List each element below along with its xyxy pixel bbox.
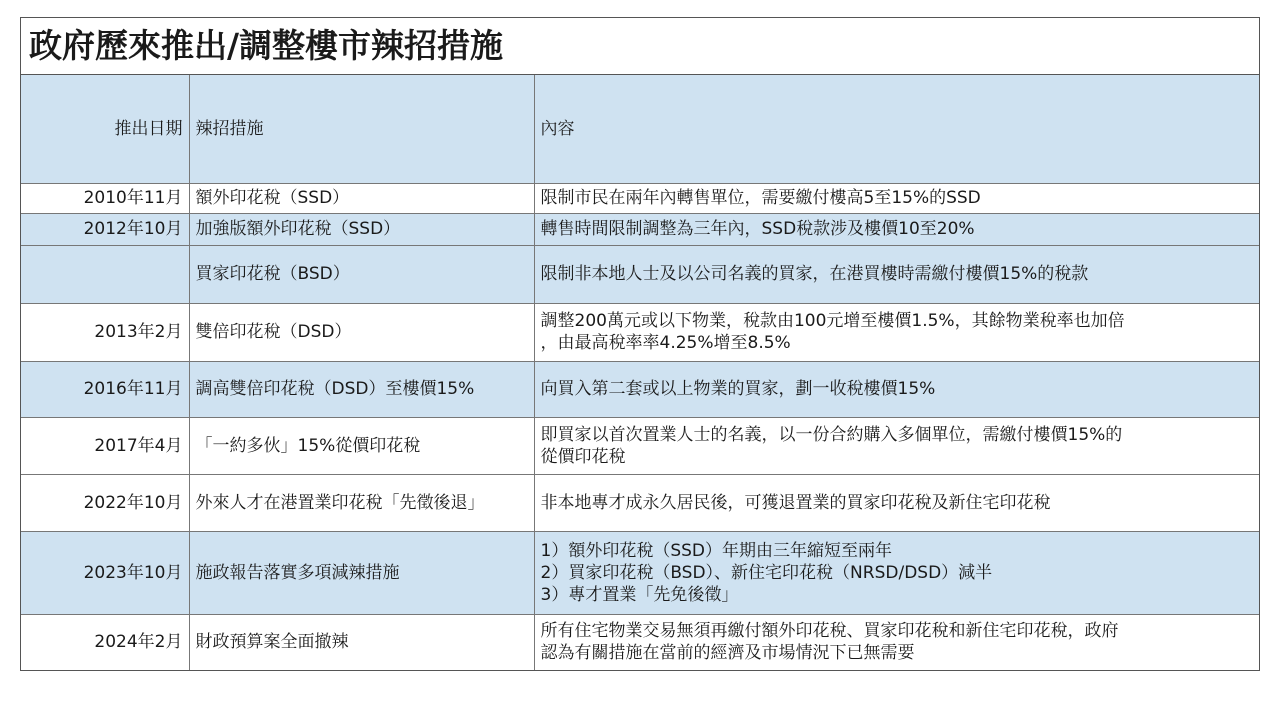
- row-measure: 財政預算案全面撤辣: [189, 614, 534, 670]
- content-line: 3）專才置業「先免後徵」: [540, 584, 739, 605]
- table-row: [21, 474, 1259, 531]
- content-line: 向買入第二套或以上物業的買家，劃一收稅樓價15%: [540, 379, 936, 399]
- row-content: [534, 614, 1259, 670]
- row-date: 2017年4月: [21, 417, 189, 474]
- row-content: [534, 417, 1259, 474]
- page-title: 政府歷來推出/調整樓市辣招措施: [21, 18, 1259, 75]
- table-row: [21, 213, 1259, 245]
- row-content: [534, 183, 1259, 213]
- header-content: 內容: [534, 75, 1259, 183]
- measures-table: [21, 75, 1259, 670]
- table-row: [21, 303, 1259, 361]
- row-date: 2022年10月: [21, 474, 189, 531]
- content-line: 認為有關措施在當前的經濟及市場情況下已無需要: [540, 643, 915, 664]
- row-content: [534, 213, 1259, 245]
- content-line: 從價印花稅: [540, 446, 626, 467]
- content-line: 2）買家印花稅（BSD）、新住宅印花稅（NRSD/DSD）減半: [540, 562, 993, 583]
- content-line: 轉售時間限制調整為三年內，SSD稅款涉及樓價10至20%: [540, 219, 975, 239]
- header-measure: 辣招措施: [189, 75, 534, 183]
- content-line: 所有住宅物業交易無須再繳付額外印花稅、買家印花稅和新住宅印花稅，政府: [540, 621, 1119, 642]
- row-date: 2010年11月: [21, 183, 189, 213]
- row-date: [21, 245, 189, 303]
- row-measure: 買家印花稅（BSD）: [189, 245, 534, 303]
- content-line: 調整200萬元或以下物業，稅款由100元增至樓價1.5%，其餘物業稅率也加倍: [540, 311, 1125, 331]
- content-line: 限制非本地人士及以公司名義的買家，在港買樓時需繳付樓價15%的稅款: [540, 264, 1089, 284]
- row-date: 2023年10月: [21, 531, 189, 614]
- row-measure: 外來人才在港置業印花稅「先徵後退」: [189, 474, 534, 531]
- content-line: 即買家以首次置業人士的名義，以一份合約購入多個單位，需繳付樓價15%的: [540, 424, 1123, 445]
- row-measure: 「一約多伙」15%從價印花稅: [189, 417, 534, 474]
- row-measure: 加強版額外印花稅（SSD）: [189, 213, 534, 245]
- table-row: [21, 245, 1259, 303]
- table-header-row: [21, 75, 1259, 183]
- table-row: [21, 183, 1259, 213]
- table-row: [21, 614, 1259, 670]
- row-measure: 額外印花稅（SSD）: [189, 183, 534, 213]
- content-line: 限制市民在兩年內轉售單位，需要繳付樓高5至15%的SSD: [540, 188, 981, 208]
- row-date: 2016年11月: [21, 361, 189, 417]
- row-date: 2024年2月: [21, 614, 189, 670]
- content-line: 1）額外印花稅（SSD）年期由三年縮短至兩年: [540, 540, 892, 561]
- table-row: [21, 531, 1259, 614]
- row-measure: 施政報告落實多項減辣措施: [189, 531, 534, 614]
- row-measure: 調高雙倍印花稅（DSD）至樓價15%: [189, 361, 534, 417]
- table-row: [21, 417, 1259, 474]
- content-line: ，由最高稅率率4.25%增至8.5%: [540, 333, 791, 353]
- row-content: [534, 474, 1259, 531]
- header-date: 推出日期: [21, 75, 189, 183]
- content-line: 非本地專才成永久居民後，可獲退置業的買家印花稅及新住宅印花稅: [540, 492, 1051, 513]
- row-date: 2013年2月: [21, 303, 189, 361]
- row-date: 2012年10月: [21, 213, 189, 245]
- row-content: [534, 303, 1259, 361]
- table-row: [21, 361, 1259, 417]
- row-measure: 雙倍印花稅（DSD）: [189, 303, 534, 361]
- row-content: [534, 361, 1259, 417]
- row-content: [534, 245, 1259, 303]
- row-content: [534, 531, 1259, 614]
- measures-sheet: [20, 17, 1260, 671]
